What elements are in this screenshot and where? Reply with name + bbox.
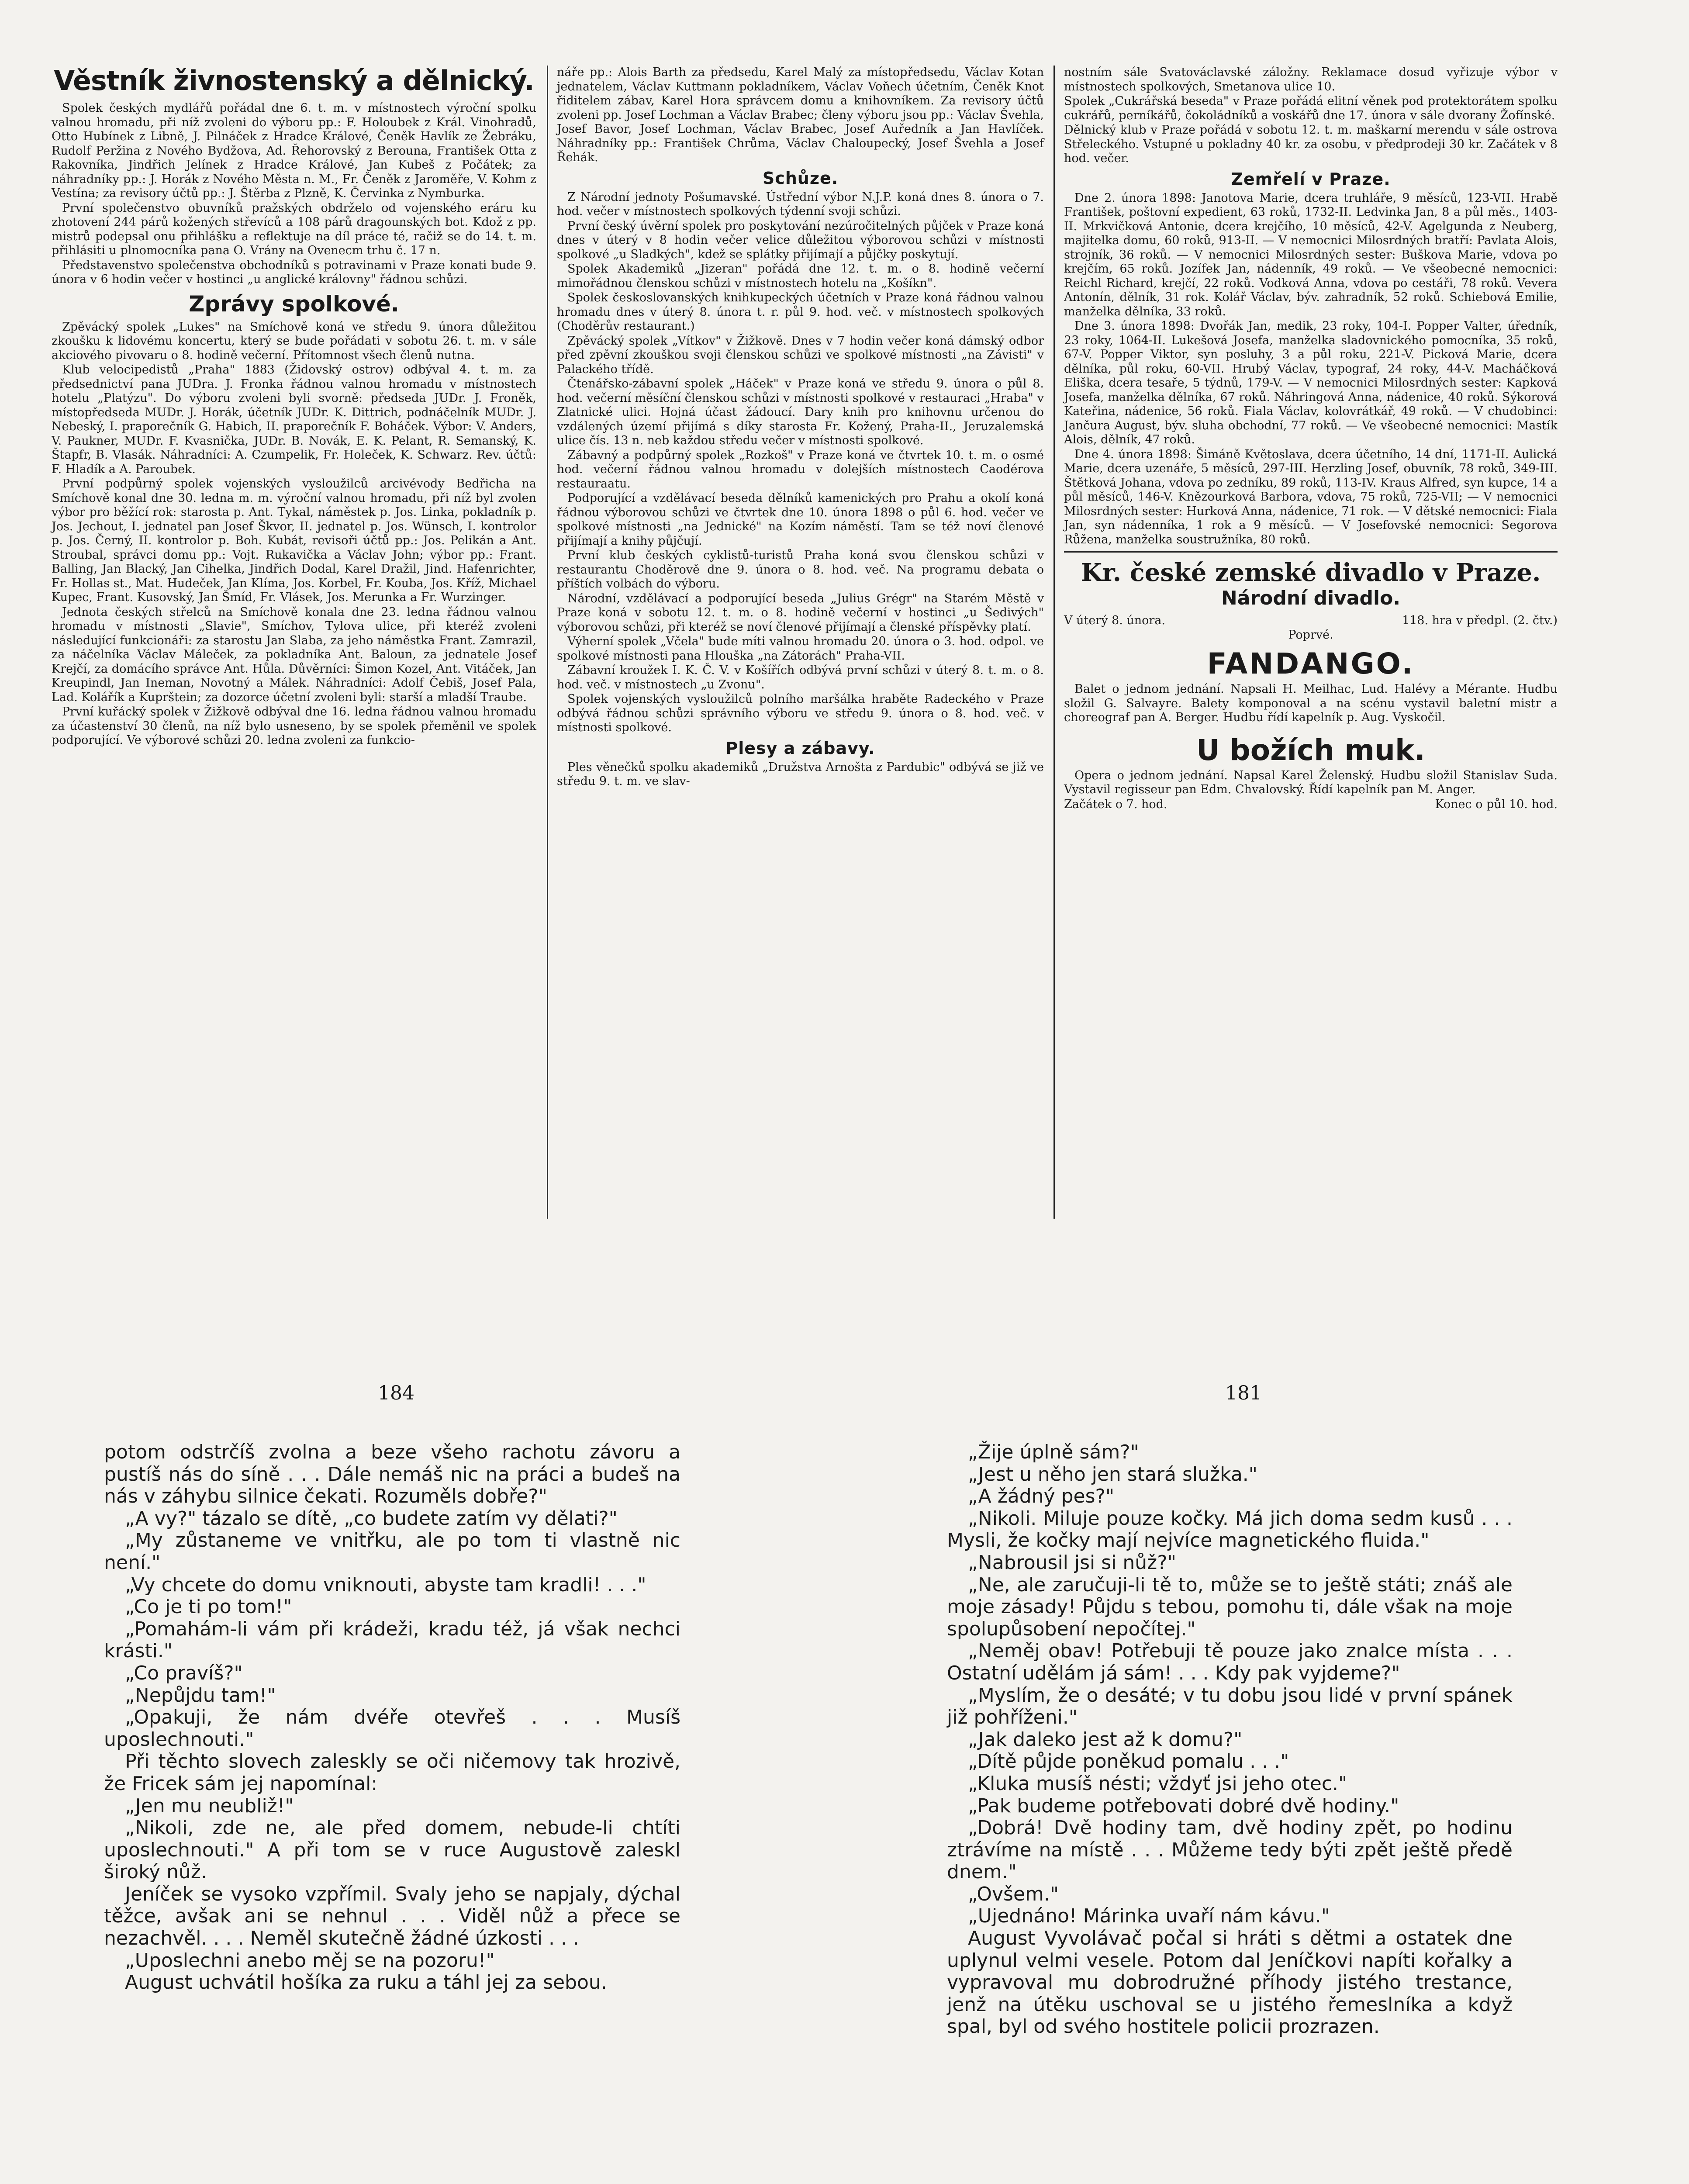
- novel-paragraph: „Jak daleko jest až k domu?": [968, 1728, 1243, 1751]
- section-heading-schuze: Schůze.: [762, 168, 839, 188]
- paragraph: Dne 4. února 1898: Šimáně Květoslava, dcera účetního, 14 dní, 1171-II. Aulická Marie, dcera uzenáře, 5 měsíců, 297-III. Herzling Josef, obuvník, 78 roků, 349-III. Štětková Johana, vdova po zedníku, 89 roků, 113-IV. Kraus Alfred, syn kupce, 14 a půl měsíců, 146-V. Knězourková Barbora, vdova, 75 roků, 725-VII; — V nemocnici Milosrdných sester: Hurková Anna, nádenice, 71 rok. — V dětské nemocnici: Fiala Jan, syn nádenníka, 1 rok a 9 měsíců. — V Josefovské nemocnici: Segorova Růžena, manželka soustružníka, 80 roků.: [1064, 447, 1558, 546]
- col2-paragraphs: [557, 66, 1044, 165]
- col3-paragraphs: [1064, 66, 1558, 166]
- play-description-opera: Opera o jednom jednání. Napsal Karel Želenský. Hudbu složil Stanislav Suda. Vystavil regisseur pan Edm. Chvalovský. Řídí kapelník pan M. Anger.: [1064, 768, 1558, 796]
- novel-paragraph: potom odstrčíš zvolna a beze všeho rachotu závoru a pustíš nás do síně . . . Dále nemáš nic na práci a budeš na nás v záhybu silnice čekati. Rozuměls dobře?": [104, 1441, 680, 1508]
- paragraph: Zábavní kroužek I. K. Č. V. v Košířích odbývá první schůzi v úterý 8. t. m. o 8. hod. več. v místnostech „u Zvonu".: [557, 663, 1044, 691]
- performance-premiere: Poprvé.: [1288, 628, 1333, 642]
- novel-paragraph: „Nabrousil jsi si nůž?": [968, 1551, 1176, 1574]
- paragraph: Představenstvo společenstva obchodníků s potravinami v Praze konati bude 9. února v 6 hodin večer v hostinci „u anglické královny" řádnou schůzi.: [52, 258, 536, 286]
- play-title-u-bozich-muk: U božích muk.: [1196, 733, 1425, 767]
- column-1: [52, 66, 536, 748]
- novel-paragraph: „Co je ti po tom!": [125, 1596, 292, 1618]
- novel-paragraph: August Vyvolávač počal si hráti s dětmi a ostatek dne uplynul velmi vesele. Potom dal Jeníčkovi napíti kořalky a vypravoval mu dobrodružné příhody jistého trestance, jenž na útěku uschoval se u jistého řemeslníka a když spal, byl od svého hostitele policii prozrazen.: [947, 1927, 1513, 2038]
- play-description-fandango: Balet o jednom jednání. Napsali H. Meilhac, Lud. Halévy a Mérante. Hudbu složil G. Salvayre. Balety komponoval a na scénu vystavil baletní mistr a choreograf pan A. Berger. Hudbu řídí kapelník p. Aug. Vyskočil.: [1064, 682, 1558, 724]
- novel-paragraph: „Ovšem.": [968, 1883, 1059, 1905]
- performance-end: Konec o půl 10. hod.: [1435, 797, 1558, 811]
- theatre-heading: Kr. české zemské divadlo v Praze.: [1081, 558, 1541, 587]
- novel-paragraph: „Myslím, že o desáté; v tu dobu jsou lidé v první spánek již pohříženi.": [947, 1684, 1513, 1729]
- paragraph: Ples věnečků spolku akademiků „Družstva Arnošta z Pardubic" odbývá se již ve středu 9. t. m. ve slav-: [557, 760, 1044, 788]
- col2-paragraphs-2: [557, 190, 1044, 735]
- novel-paragraph: „Kluka musíš nésti; vždyť jsi jeho otec.": [968, 1772, 1347, 1795]
- section-heading-plesy: Plesy a zábavy.: [725, 738, 875, 758]
- novel-paragraph: „Opakuji, že nám dvéře otevřeš . . . Musíš uposlechnouti.": [104, 1706, 680, 1751]
- page-number-right: 181: [1225, 1382, 1262, 1404]
- novel-left-page: [104, 1441, 680, 1994]
- column-2: [557, 66, 1044, 789]
- novel-paragraph: „Uposlechni anebo měj se na pozoru!": [125, 1949, 495, 1972]
- performance-info: 118. hra v předpl. (2. čtv.): [1402, 614, 1558, 627]
- novel-paragraph: „Ne, ale zaručuji-li tě to, může se to ještě státi; znáš ale moje zásady! Půjdu s tebou, pomohu ti, dále však na moje spolupůsobení nepočítej.": [947, 1573, 1513, 1640]
- performance-day: V úterý 8. února.: [1064, 614, 1166, 627]
- paragraph: nostním sále Svatováclavské záložny. Reklamace dosud vyřizuje výbor v místnostech spolkových, Smetanova ulice 10.: [1064, 66, 1558, 93]
- section-divider: [1064, 551, 1558, 553]
- paragraph: Klub velocipedistů „Praha" 1883 (Židovský ostrov) odbýval 4. t. m. za předsednictví pana JUDra. J. Fronka řádnou valnou hromadu v místnostech hotelu „Platýzu". Do výboru zvoleni byli svorně: předseda JUDr. J. Froněk, místopředseda MUDr. J. Horák, účetník JUDr. K. Dittrich, podnáčelník MUDr. J. Nebeský, I. praporečník G. Habich, II. praporečník F. Boháček. Výbor: V. Anders, V. Paukner, MUDr. F. Kvasnička, JUDr. B. Novák, E. K. Pelant, R. Semanský, K. Štapfr, B. Vlasák. Náhradníci: A. Czumpelik, Fr. Holeček, K. Schwarz. Rev. účtů: F. Hladík a A. Paroubek.: [52, 363, 536, 476]
- masthead: Věstník živnostenský a dělnický.: [54, 65, 534, 97]
- novel-paragraph: „Co pravíš?": [125, 1662, 243, 1684]
- section-heading-zpravy: Zprávy spolkové.: [189, 291, 399, 317]
- theatre-subheading: Národní divadlo.: [1221, 587, 1401, 609]
- novel-paragraph: Jeníček se vysoko vzpřímil. Svaly jeho se napjaly, dýchal těžce, avšak ani se nehnul . . . Viděl nůž a přece se nezachvěl. . . . Neměl skutečně žádné úzkosti . . .: [104, 1883, 680, 1950]
- paragraph: náře pp.: Alois Barth za předsedu, Karel Malý za místopředsedu, Václav Kotan jednatelem, Václav Kuttmann pokladníkem, Václav Voňech účetním, Čeněk Knot řiditelem zábav, Karel Hora správcem domu a knihovníkem. Za revisory účtů zvoleni pp. Josef Lochman a Václav Brabec; členy výboru jsou pp.: Václav Švehla, Josef Bavor, Josef Lochman, Václav Brabec, Josef Auředník a Jan Havlíček. Náhradníky pp.: František Chrůma, Václav Chaloupecký, Josef Švehla a Josef Řehák.: [557, 66, 1044, 164]
- section-heading-zemreli: Zemřelí v Praze.: [1231, 169, 1391, 189]
- novel-paragraph: „Pomahám-li vám při krádeži, kradu též, já však nechci krásti.": [104, 1617, 680, 1662]
- paragraph: První český úvěrní spolek pro poskytování nezúročitelných půjček v Praze koná dnes v úterý v 8 hodin večer velice důležitou výborovou schůzi v místnosti spolkové „u Sladkých", kdež se splátky přijímají a půjčky poskytují.: [557, 219, 1044, 261]
- paragraph: První podpůrný spolek vojenských vysloužilců arcivévody Bedřicha na Smíchově konal dne 30. ledna m. m. výroční valnou hromadu, při níž byl zvolen výbor pro běžící rok: starosta p. Ant. Tykal, náměstek p. Jos. Linka, pokladník p. Jos. Jechout, I. jednatel pan Josef Škvor, II. jednatel p. Jos. Wünsch, I. kontrolor p. Jos. Černý, II. kontrolor p. Boh. Kubát, revisoři účtů pp.: Jos. Pelikán a Ant. Stroubal, správci domu pp.: Vojt. Rukavička a Václav John; výbor pp.: Frant. Balling, Jan Blacký, Jan Cihelka, Jindřich Dodal, Karel Dražil, Jind. Hafenrichter, Fr. Hollas st., Mat. Hudeček, Jan Klíma, Jos. Korbel, Fr. Kouba, Jos. Kříž, Michael Kupec, Frant. Kusovský, Jan Šmíd, Fr. Vlásek, Jos. Merunka a Fr. Wurzinger.: [52, 477, 536, 604]
- paragraph: Podporující a vzdělávací beseda dělníků kamenických pro Prahu a okolí koná řádnou výborovou schůzi ve čtvrtek dne 10. února 1898 o půl 6. hod. večer ve spolkové místnosti „na Jednické" na Kozím náměstí. Tam se též noví členové přijímají a knihy půjčují.: [557, 491, 1044, 548]
- paragraph: Spolek českých mydlářů pořádal dne 6. t. m. v místnostech výroční spolku valnou hromadu, při níž zvoleni do výboru pp.: F. Holoubek z Král. Vinohradů, Otto Hubínek z Libně, J. Pilnáček z Hradce Králové, Čeněk Havlík ze Žebráku, Rudolf Peržina z Nového Bydžova, Ad. Řehorovský z Berouna, František Otta z Rakovníka, Jindřich Jelínek z Hradce Králové, Jan Kubeš z Počátek; za náhradníky pp.: J. Horák z Nového Města n. M., Fr. Čeněk z Jaroměře, V. Kohm z Vestína; za revisory účtů pp.: J. Štěrba z Plzně, K. Červinka z Nymburka.: [52, 101, 536, 200]
- novel-paragraph: „Dobrá! Dvě hodiny tam, dvě hodiny zpět, po hodinu ztrávíme na místě . . . Můžeme tedy býti zpět ještě předě dnem.": [947, 1817, 1513, 1883]
- paragraph: Zpěvácký spolek „Lukes" na Smíchově koná ve středu 9. února důležitou zkoušku k lidovému koncertu, který se bude pořádati v sobotu 26. t. m. v sále akciového pivovaru o 8. hodině večerní. Přítomnost všech členů nutna.: [52, 320, 536, 362]
- column-divider: [1053, 66, 1055, 1219]
- novel-paragraph: „Nikoli. Miluje pouze kočky. Má jich doma sedm kusů . . . Mysli, že kočky mají nejvíce magnetického fluida.": [947, 1507, 1513, 1552]
- novel-paragraph: „A žádný pes?": [968, 1485, 1115, 1508]
- paragraph: Spolek Akademiků „Jizeran" pořádá dne 12. t. m. o 8. hodině večerní mimořádnou členskou schůzi v místnostech hotelu na „Košíkn".: [557, 262, 1044, 290]
- paragraph: Zpěvácký spolek „Vítkov" v Žižkově. Dnes v 7 hodin večer koná dámský odbor před zpěvní zkouškou svoji členskou schůzi ve spolkové místnosti „na Závisti" v Palackého třídě.: [557, 334, 1044, 376]
- performance-start: Začátek o 7. hod.: [1064, 797, 1167, 811]
- novel-paragraph: „Jen mu neubliž!": [125, 1794, 294, 1817]
- paragraph: Z Národní jednoty Pošumavské. Ústřední výbor N.J.P. koná dnes 8. února o 7. hod. večer v místnostech spolkových týdenní svoji schůzi.: [557, 190, 1044, 218]
- column-divider: [547, 66, 548, 1219]
- novel-paragraph: August uchvátil hošíka za ruku a táhl jej za sebou.: [125, 1971, 607, 1994]
- paragraph: První společenstvo obuvníků pražských obdrželo od vojenského eráru ku zhotovení 244 párů kožených střevíců a 108 párů dragounských bot. Kdož z pp. mistrů podepsal onu přihlášku a reflektuje na díl práce té, račiž se do 14. t. m. přihlásiti u plnomocníka pana O. Vrány na Ovenecm trhu č. 17 n.: [52, 201, 536, 257]
- paragraph: Dne 2. února 1898: Janotova Marie, dcera truhláře, 9 měsíců, 123-VII. Hrabě František, poštovní expedient, 63 roků, 1732-II. Ledvinka Jan, 8 a půl měs., 1403-II. Mrkvičková Antonie, dcera krejčího, 10 měsíců, 42-V. Agelgunda z Neuberg, majitelka domu, 60 roků, 913-II. — V nemocnici Milosrdných bratří: Pavlata Alois, strojník, 36 roků. — V nemocnici Milosrdných sester: Buškova Marie, vdova po krejčím, 65 roků. Jozífek Jan, nádenník, 49 roků. — Ve všeobecné nemocnici: Reichl Richard, krejčí, 22 roků. Vodková Anna, vdova po cestáři, 78 roků. Vevera Antonín, dělník, 31 rok. Kolář Václav, býv. zahradník, 52 roků. Schiebová Emilie, manželka dělníka, 33 roků.: [1064, 191, 1558, 318]
- paragraph: Národní, vzdělávací a podporující beseda „Julius Grégr" na Starém Městě v Praze koná v sobotu 12. t. m. o 8. hodině večerní v hostinci „u Šedivých" výborovou schůzi, při kteréž se noví členové přijímají a členské příspěvky platí.: [557, 591, 1044, 634]
- paragraph: Čtenářsko-zábavní spolek „Háček" v Praze koná ve středu 9. února o půl 8. hod. večerní měsíční členskou schůzi v místnosti spolkové v restauraci „Hraba" v Zlatnické ulici. Hojná účast žádoucí. Dary knih pro knihovnu určenou do vzdálených území přijímá s díky starosta Fr. Kožený, Praha-II., Jeruzalemská ulice čís. 13 n. neb každou středu večer v místnosti spolkové.: [557, 377, 1044, 447]
- novel-paragraph: „Dítě půjde poněkud pomalu . . .": [968, 1750, 1289, 1773]
- novel-paragraph: „A vy?" tázalo se dítě, „co budete zatím vy dělati?": [125, 1507, 618, 1530]
- paragraph: Spolek vojenských vysloužilců polního maršálka hraběte Radeckého v Praze odbývá řádnou schůzi správního výboru ve středu 9. února o 8. hod. več. v místnosti spolkové.: [557, 692, 1044, 734]
- paragraph: První klub českých cyklistů-turistů Praha koná svou členskou schůzi v restaurantu Choděrově dne 9. února o 8. hod. več. Na programu debata o příštích volbách do výboru.: [557, 549, 1044, 591]
- play-title-fandango: FANDANGO.: [1207, 647, 1415, 681]
- novel-paragraph: „Neměj obav! Potřebuji tě pouze jako znalce místa . . . Ostatní udělám já sám! . . . Kdy pak vyjdeme?": [947, 1640, 1513, 1684]
- novel-paragraph: „Žije úplně sám?": [968, 1441, 1139, 1463]
- paragraph: Výherní spolek „Včela" bude míti valnou hromadu 20. února o 3. hod. odpol. ve spolkové místnosti pana Hlouška „na Zátorách" Praha-VII.: [557, 635, 1044, 663]
- paragraph: Spolek „Cukrářská beseda" v Praze pořádá elitní věnek pod protektorátem spolku cukrářů, perníkářů, čokoládníků a voskářů dne 17. února v sále dvorany Žofínské.: [1064, 94, 1558, 122]
- col1-paragraphs: [52, 101, 536, 287]
- paragraph: Dne 3. února 1898: Dvořák Jan, medik, 23 roky, 104-I. Popper Valter, úředník, 23 roky, 1064-II. Lukešová Josefa, manželka sladovnického pomocníka, 35 roků, 67-V. Popper Viktor, syn posluhy, 3 a půl roku, 221-V. Picková Marie, dcera dělníka, půl roku, 60-VII. Hrubý Václav, typograf, 24 roky, 44-V. Macháčková Eliška, dcera tesaře, 5 týdnů, 179-V. — V nemocnici Milosrdných sester: Kapková Josefa, manželka dělníka, 67 roků. Náhringová Anna, nádenice, 40 roků. Sýkorová Kateřina, nádenice, 56 roků. Fiala Václav, kolovrátkář, 49 roků. — V chudobinci: Jančura August, býv. sluha obchodní, 77 roků. — Ve všeobecné nemocnici: Mastík Alois, dělník, 47 roků.: [1064, 319, 1558, 446]
- novel-paragraph: Při těchto slovech zaleskly se oči ničemovy tak hrozivě, že Fricek sám jej napomínal:: [104, 1750, 680, 1795]
- paragraph: Spolek českoslovanských knihkupeckých účetních v Praze koná řádnou valnou hromadu dnes v úterý 8. února t. r. půl 9. hod. več. v místnostech spolkových (Choděrův restaurant.): [557, 291, 1044, 333]
- novel-paragraph: „Ujednáno! Márinka uvaří nám kávu.": [968, 1905, 1330, 1928]
- col3-paragraphs-2: [1064, 191, 1558, 547]
- paragraph: První kuřácký spolek v Žižkově odbýval dne 16. ledna řádnou valnou hromadu za účastenství 30 členů, na níž bylo usneseno, by se spolek přeměnil ve spolek podporující. Ve výborové schůzi 20. ledna zvoleni za funkcio-: [52, 705, 536, 747]
- novel-right-page: [947, 1441, 1513, 2038]
- novel-paragraph: „Pak budeme potřebovati dobré dvě hodiny.": [968, 1794, 1399, 1817]
- paragraph: Dělnický klub v Praze pořádá v sobotu 12. t. m. maškarní merendu v sále ostrova Střeleckého. Vstupné u pokladny 40 kr. za osobu, v předprodeji 30 kr. Začátek v 8 hod. večer.: [1064, 123, 1558, 165]
- novel-paragraph: „Jest u něho jen stará služka.": [968, 1463, 1258, 1486]
- col2-paragraphs-3: [557, 760, 1044, 789]
- col1-paragraphs-2: [52, 320, 536, 748]
- novel-paragraph: „Nepůjdu tam!": [125, 1684, 276, 1707]
- novel-paragraph: „Nikoli, zde ne, ale před domem, nebude-li chtíti uposlechnouti." A při tom se v ruce Augustově zaleskl široký nůž.: [104, 1817, 680, 1883]
- column-3: [1064, 66, 1558, 812]
- performance-times: [1064, 798, 1558, 812]
- performance-line: [1064, 614, 1558, 628]
- page-number-left: 184: [378, 1382, 414, 1404]
- paragraph: Jednota českých střelců na Smíchově konala dne 23. ledna řádnou valnou hromadu v místnosti „Slavie", Smíchov, Tylova ulice, při kteréž zvoleni následující funkcionáři: za starostu Jan Slaba, za jeho náměstka Frant. Zamrazil, za náčelníka Václav Máleček, za pokladníka Ant. Baloun, za jednatele Josef Krejčí, za domácího správce Ant. Hůla. Důvěrníci: Šimon Kozel, Ant. Vitáček, Jan Kreupindl, Jan Ineman, Novotný a Málek. Náhradníci: Adolf Čebiš, Josef Pala, Lad. Kolářík a Kuprštein; za dozorce účetní zvoleni byli: starší a mladší Traube.: [52, 605, 536, 704]
- novel-paragraph: „My zůstaneme ve vnitřku, ale po tom ti vlastně nic není.": [104, 1529, 680, 1574]
- novel-paragraph: „Vy chcete do domu vniknouti, abyste tam kradli! . . .": [125, 1573, 646, 1596]
- paragraph: Zábavný a podpůrný spolek „Rozkoš" v Praze koná ve čtvrtek 10. t. m. o osmé hod. večerní řádnou valnou hromadu v dolejších místnostech Caodérova restauraatu.: [557, 448, 1044, 491]
